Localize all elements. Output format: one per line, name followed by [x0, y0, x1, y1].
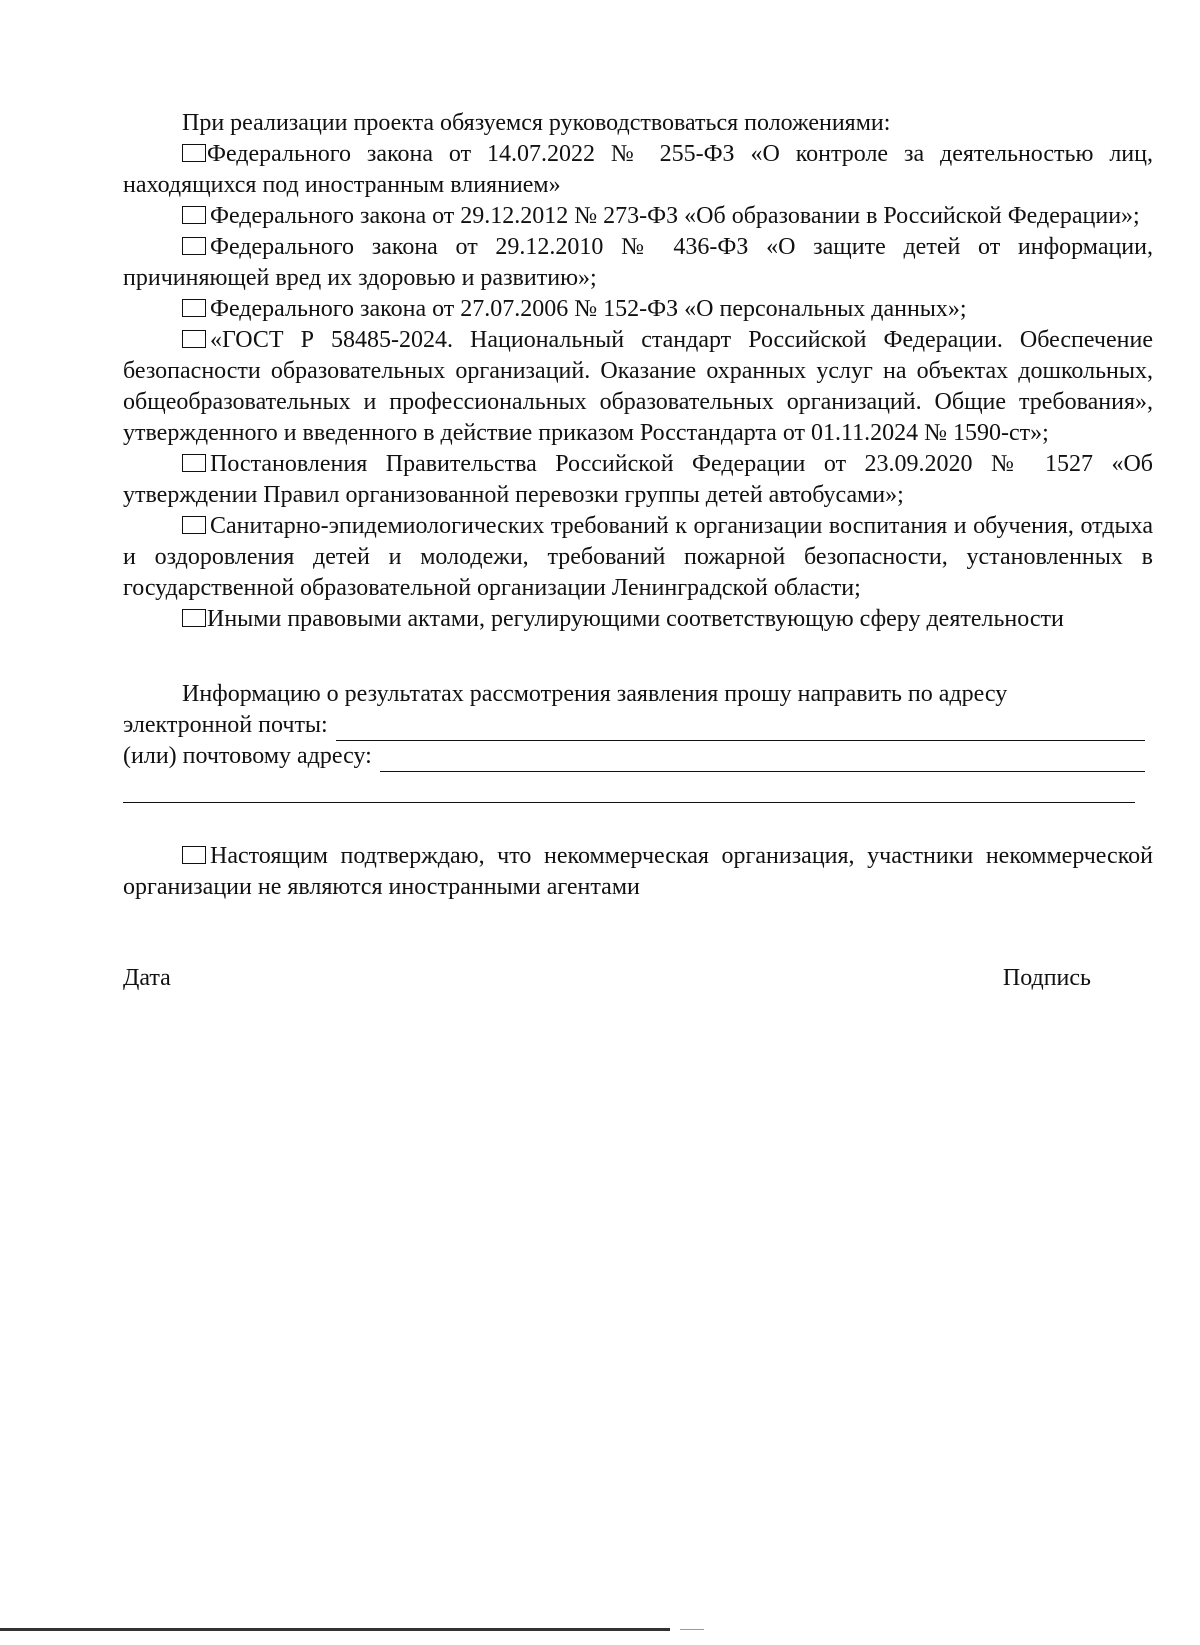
confirmation-text: Настоящим подтверждаю, что некоммерческая организация, участники некоммерческой организации не являются иностранными агентами — [123, 843, 1153, 900]
item-text: «ГОСТ Р 58485-2024. Национальный стандарт Российской Федерации. Обеспечение безопасности образовательных организаций. Оказание охранных услуг на объектах дошкольных, общеобразовательных и профессиональных образовательных организаций. Общие требования», утвержденного и введенного в действие приказом Росстандарта от 01.11.2024 № 1590-ст»; — [123, 327, 1153, 446]
checkbox-gost[interactable] — [182, 330, 206, 348]
request-text: Информацию о результатах рассмотрения заявления прошу направить по адресу — [182, 681, 1008, 707]
scan-edge-mark — [680, 1629, 704, 1630]
checkbox-decree-1527[interactable] — [182, 454, 206, 472]
item-text: Федерального закона от 14.07.2022 № 255-ФЗ «О контроле за деятельностью лиц, находящихся под иностранным влиянием» — [123, 141, 1153, 198]
contact-info-section — [123, 679, 1153, 803]
checkbox-confirmation[interactable] — [182, 846, 206, 864]
intro-text: При реализации проекта обязуемся руководствоваться положениями: — [182, 110, 891, 136]
date-label: Дата — [123, 965, 171, 991]
checkbox-law-273[interactable] — [182, 206, 206, 224]
postal-row — [123, 741, 1153, 772]
list-item-gost — [123, 325, 1153, 449]
item-text: Федерального закона от 27.07.2006 № 152-ФЗ «О персональных данных»; — [210, 296, 967, 322]
list-item-decree-1527 — [123, 449, 1153, 511]
foreign-agent-confirmation — [123, 841, 1153, 903]
checkbox-sanitary[interactable] — [182, 516, 206, 534]
item-text: Федерального закона от 29.12.2010 № 436-ФЗ «О защите детей от информации, причиняющей вред их здоровью и развитию»; — [123, 234, 1153, 291]
checkbox-law-436[interactable] — [182, 237, 206, 255]
email-label: электронной почты: — [123, 712, 328, 738]
list-item-sanitary — [123, 511, 1153, 604]
signature-label: Подпись — [1002, 965, 1091, 991]
scan-edge-line — [0, 1628, 670, 1631]
list-item-law-436 — [123, 232, 1153, 294]
item-text: Федерального закона от 29.12.2012 № 273-ФЗ «Об образовании в Российской Федерации»; — [210, 203, 1140, 229]
list-item-law-255 — [123, 139, 1153, 201]
signature-row — [123, 963, 1153, 994]
item-text: Иными правовыми актами, регулирующими соответствующую сферу деятельности — [207, 606, 1064, 632]
postal-address-field[interactable] — [380, 745, 1145, 772]
item-text: Постановления Правительства Российской Федерации от 23.09.2020 № 1527 «Об утверждении Правил организованной перевозки группы детей автобусами»; — [123, 451, 1153, 508]
list-item-other-acts — [123, 604, 1153, 635]
checkbox-law-255[interactable] — [182, 144, 206, 162]
list-item-law-273 — [123, 201, 1153, 232]
email-field[interactable] — [336, 714, 1145, 741]
list-item-law-152 — [123, 294, 1153, 325]
checkbox-law-152[interactable] — [182, 299, 206, 317]
postal-address-continuation-line[interactable] — [123, 772, 1135, 803]
document-page — [123, 108, 1153, 994]
email-row — [123, 710, 1153, 741]
item-text: Санитарно-эпидемиологических требований к организации воспитания и обучения, отдыха и оздоровления детей и молодежи, требований пожарной безопасности, установленных в государственной образовательной организации Ленинградской области; — [123, 513, 1153, 601]
postal-label: (или) почтовому адресу: — [123, 743, 372, 769]
checkbox-other-acts[interactable] — [182, 609, 206, 627]
